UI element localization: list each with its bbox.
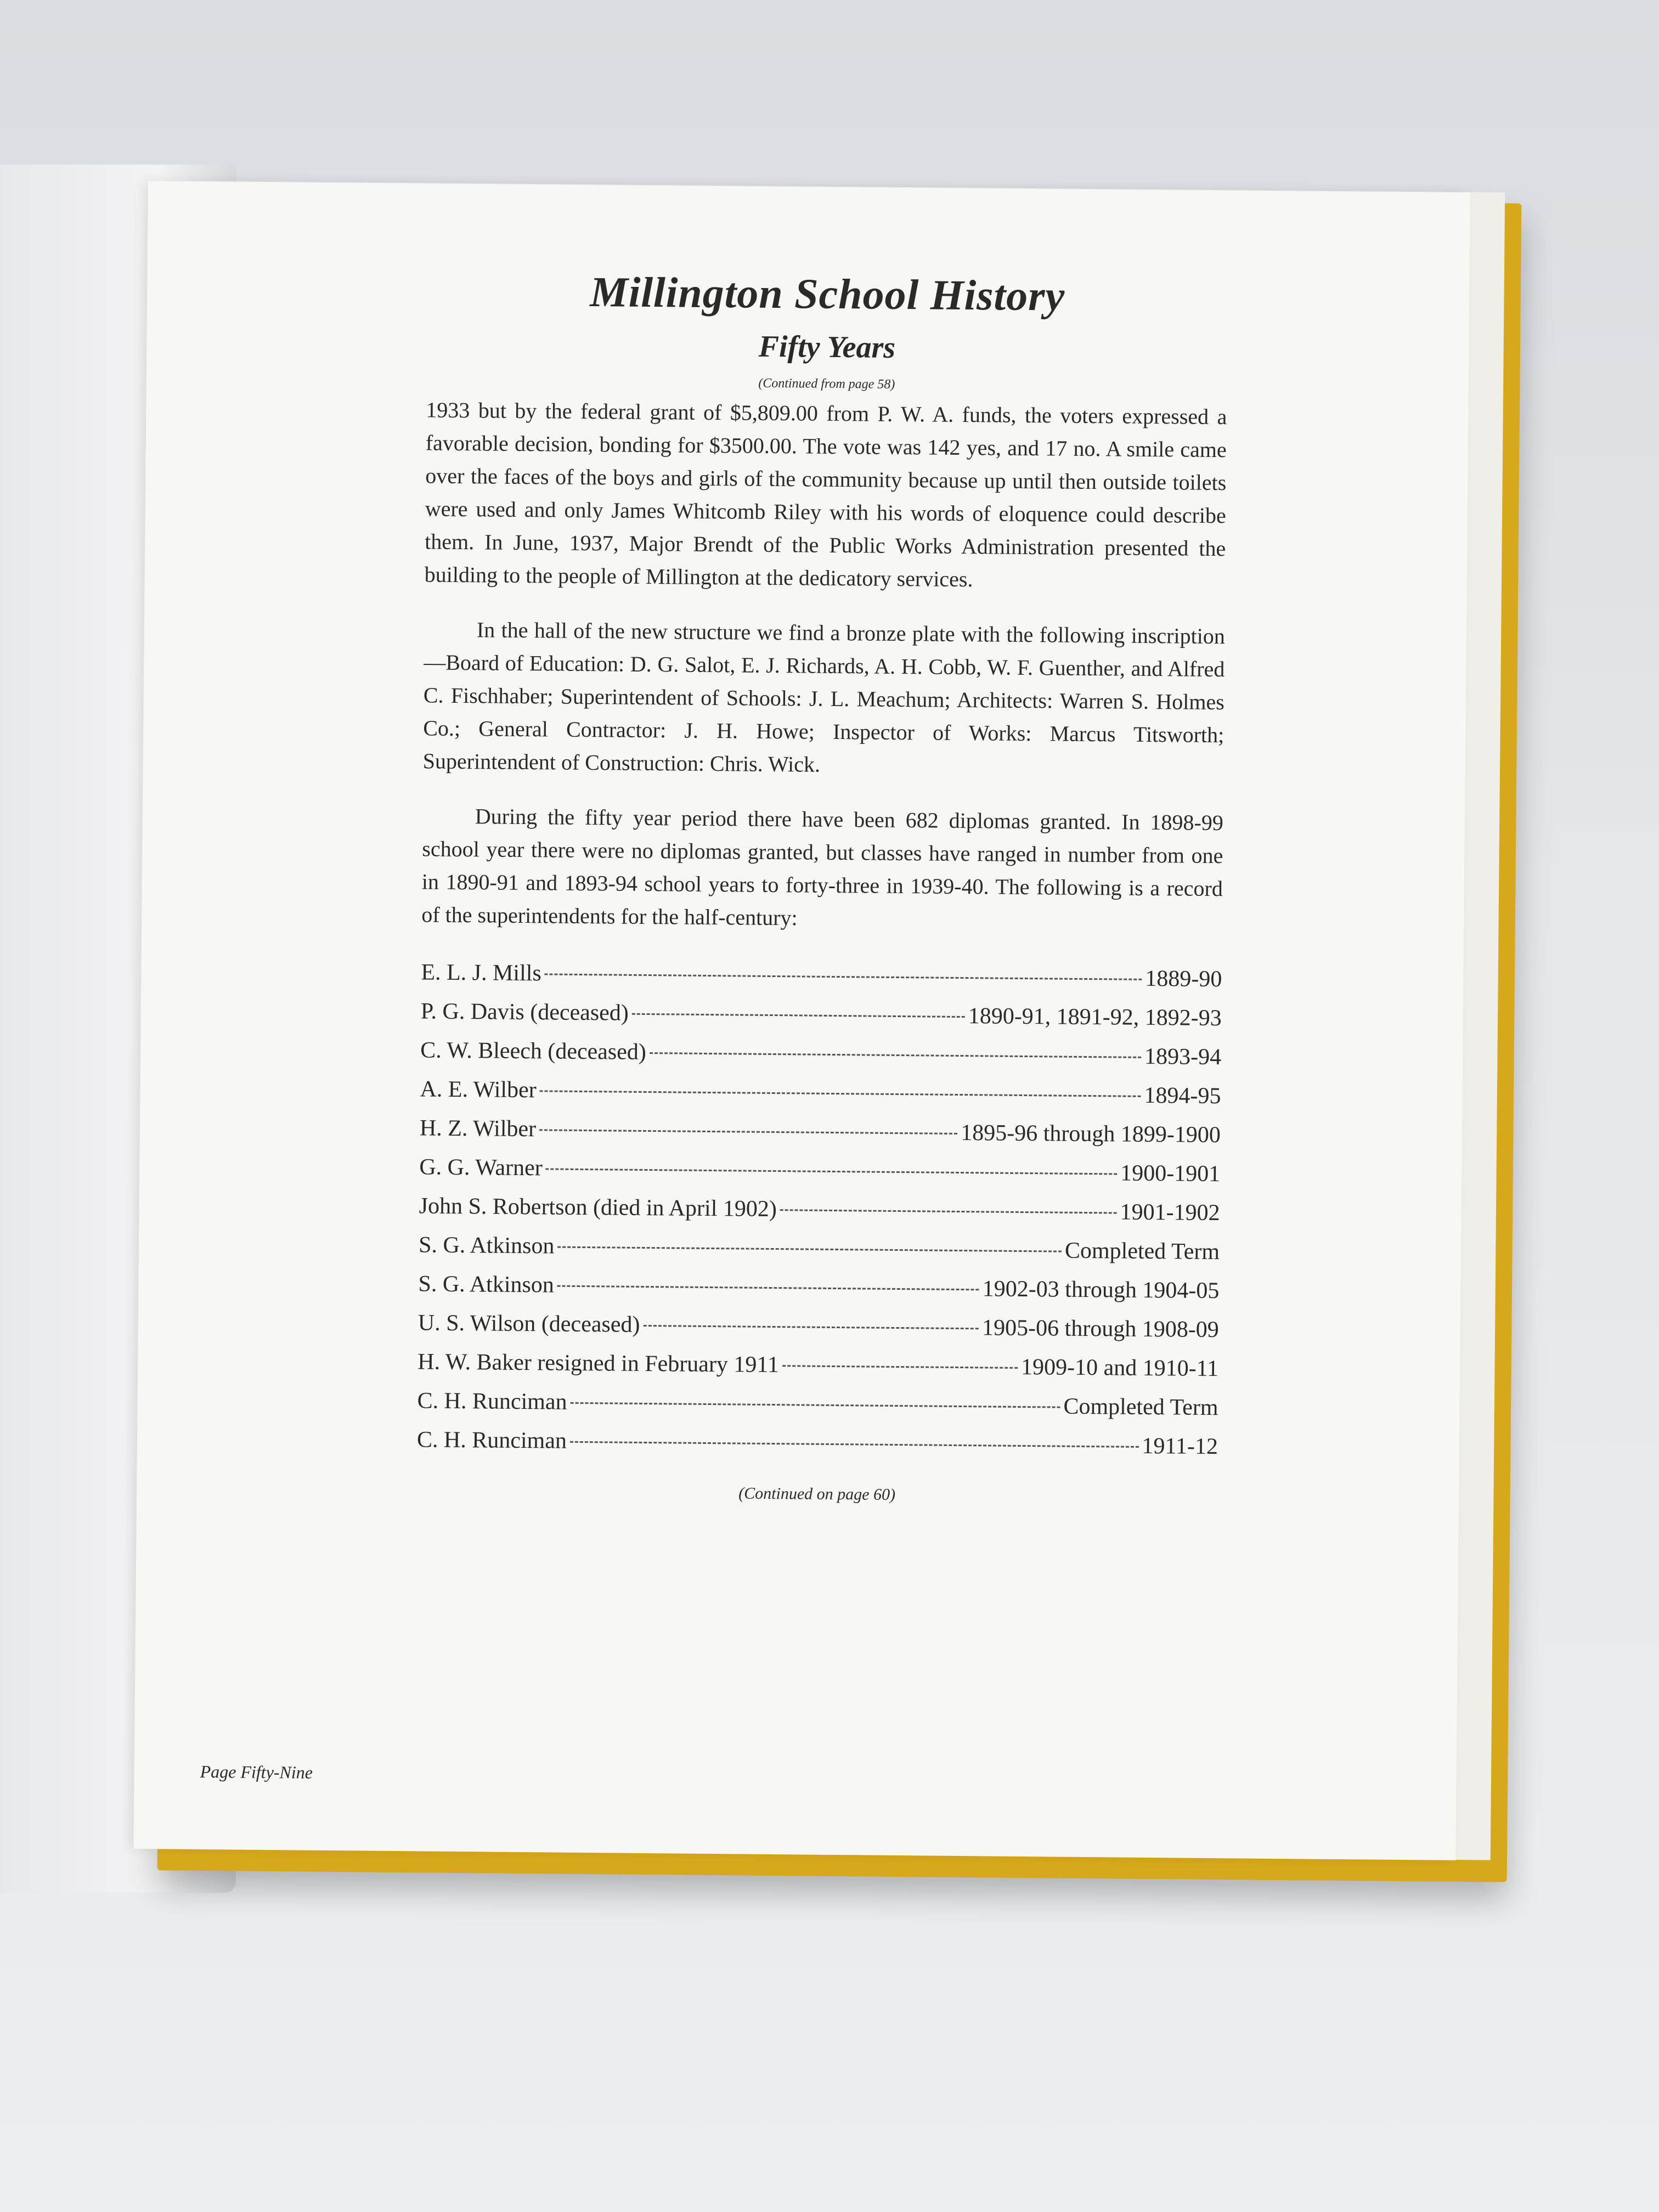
superintendent-row (419, 1226, 1220, 1272)
book-page (133, 181, 1470, 1860)
superintendent-name: P. G. Davis (deceased) (420, 998, 629, 1026)
dotted-leader (650, 1052, 1141, 1058)
superintendent-name: C. H. Runciman (417, 1388, 567, 1415)
superintendent-name: H. W. Baker resigned in February 1911 (417, 1349, 780, 1378)
dotted-leader (571, 1402, 1060, 1408)
continued-on-note: (Continued on page 60) (738, 1484, 896, 1504)
dotted-leader (780, 1209, 1117, 1214)
superintendent-name: E. L. J. Mills (421, 960, 541, 986)
superintendent-name: C. H. Runciman (416, 1427, 567, 1454)
superintendent-row (420, 1109, 1221, 1155)
superintendent-term: Completed Term (1064, 1238, 1220, 1265)
superintendent-term: 1909-10 and 1910-11 (1020, 1354, 1219, 1382)
dotted-leader (557, 1285, 979, 1291)
superintendent-name: H. Z. Wilber (419, 1115, 537, 1142)
superintendent-term: 1900-1901 (1120, 1160, 1221, 1187)
page-number: Page Fifty-Nine (200, 1761, 313, 1782)
superintendent-term: 1890-91, 1891-92, 1892-93 (968, 1003, 1222, 1031)
superintendent-term: 1893-94 (1144, 1043, 1222, 1070)
superintendent-name: C. W. Bleech (deceased) (420, 1037, 647, 1065)
superintendent-row (418, 1265, 1220, 1311)
superintendent-name: S. G. Atkinson (418, 1232, 555, 1259)
superintendent-term: 1895-96 through 1899-1900 (961, 1120, 1221, 1148)
superintendent-name: U. S. Wilson (deceased) (417, 1310, 640, 1338)
dotted-leader (540, 1090, 1141, 1097)
superintendent-term: 1905-06 through 1908-09 (981, 1315, 1220, 1343)
superintendent-term: Completed Term (1063, 1393, 1218, 1421)
superintendent-name: John S. Robertson (died in April 1902) (419, 1193, 777, 1222)
superintendent-row (417, 1342, 1219, 1389)
superintendent-row (419, 1187, 1220, 1233)
superintendent-row (421, 953, 1222, 999)
page-title: Millington School History (589, 268, 1065, 320)
superintendent-name: G. G. Warner (419, 1154, 543, 1181)
paragraph-2: In the hall of the new structure we find a bronze plate with the following inscription—Board of Education: D. G. Salot, E. J. Richards, A. H. Cobb, W. F. Guenther, and Alfred C. Fischhaber; Superintendent of Schools: J. L. Meachum; Architects: Warren S. Holmes Co.; General Contractor: J. H. Howe; Inspector of Works: Marcus Titsworth; Superintendent of Construction: Chris. Wick. (422, 617, 1226, 777)
paragraph-1: 1933 but by the federal grant of $5,809.00 from P. W. A. funds, the voters expressed a favorable decision, bonding for $3500.00. The vote was 142 yes, and 17 no. A smile came over the faces of the boys and girls of the community because up until then outside toilets were used and only James Whitcomb Riley with his words of eloquence could describe them. In June, 1937, Major Brendt of the Public Works Administration presented the building to the people of Millington at the dedicatory services. (424, 397, 1227, 592)
superintendent-term: 1911-12 (1142, 1433, 1218, 1460)
dotted-leader (557, 1246, 1062, 1252)
superintendent-row (420, 992, 1222, 1038)
superintendent-term: 1902-03 through 1904-05 (982, 1276, 1220, 1304)
page-content (416, 266, 1228, 1507)
dotted-leader (643, 1325, 979, 1329)
page-subtitle: Fifty Years (758, 329, 896, 365)
superintendent-list (417, 953, 1222, 1466)
paragraph-3: During the fifty year period there have been 682 diplomas granted. In 1898-99 school year there were no diplomas granted, but classes have ranged in number from one in 1890-91 and 1893-94 school years to forty-three in 1939-40. The following is a record of the superintendents for the half-century: (421, 804, 1224, 930)
superintendent-name: A. E. Wilber (420, 1076, 537, 1103)
dotted-leader (539, 1129, 957, 1135)
superintendent-row (417, 1420, 1218, 1466)
dotted-leader (782, 1365, 1018, 1369)
dotted-leader (546, 1168, 1118, 1175)
dotted-leader (632, 1013, 965, 1018)
superintendent-name: S. G. Atkinson (418, 1271, 555, 1298)
dotted-leader (570, 1441, 1139, 1448)
superintendent-row (420, 1031, 1222, 1077)
superintendent-row (417, 1381, 1218, 1427)
continued-from-note: (Continued from page 58) (758, 376, 895, 392)
superintendent-term: 1901-1902 (1120, 1199, 1220, 1226)
superintendent-row (419, 1148, 1221, 1194)
superintendent-term: 1889-90 (1145, 966, 1222, 992)
superintendent-term: 1894-95 (1144, 1082, 1221, 1109)
dotted-leader (545, 973, 1142, 980)
superintendent-row (418, 1304, 1220, 1350)
superintendent-row (420, 1070, 1221, 1116)
